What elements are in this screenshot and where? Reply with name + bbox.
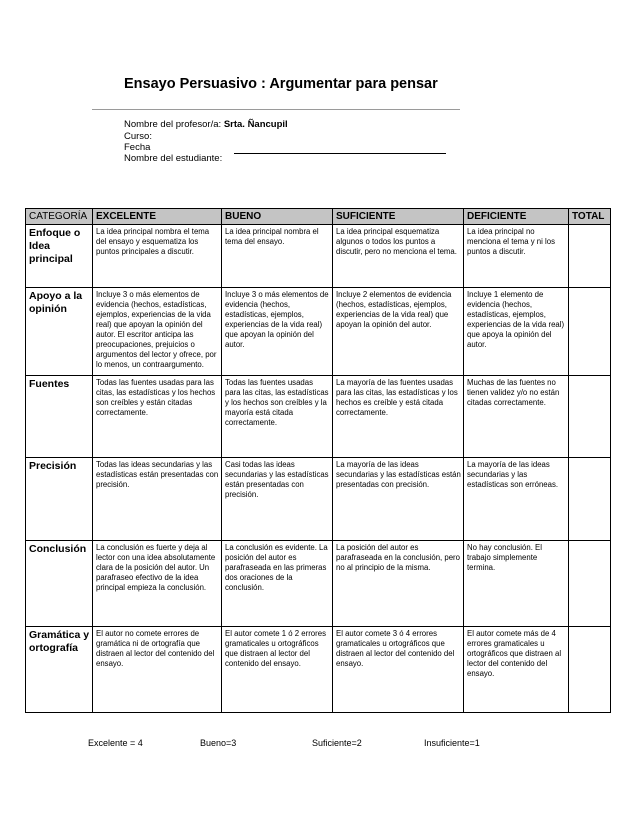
rubric-table: [25, 208, 611, 713]
row-category: Fuentes: [26, 376, 93, 458]
row-category: Conclusión: [26, 541, 93, 627]
cell-bueno: El autor comete 1 ó 2 errores gramaticales u ortográficos que distraen al lector del contenido del ensayo.: [222, 627, 333, 713]
cell-total[interactable]: [569, 627, 611, 713]
cell-total[interactable]: [569, 541, 611, 627]
table-row: [26, 458, 611, 541]
cell-excelente: La conclusión es fuerte y deja al lector con una idea absolutamente clara de la posición del autor. Un parafraseo efectivo de la idea principal empieza la conclusión.: [93, 541, 222, 627]
cell-excelente: La idea principal nombra el tema del ensayo y esquematiza los puntos principales a discutir.: [93, 225, 222, 288]
cell-suficiente: La posición del autor es parafraseada en la conclusión, pero no al principio de la misma.: [333, 541, 464, 627]
document-title: Ensayo Persuasivo : Argumentar para pensar: [124, 76, 438, 92]
cell-bueno: La conclusión es evidente. La posición del autor es parafraseada en las primeras dos oraciones de la conclusión.: [222, 541, 333, 627]
cell-excelente: Todas las ideas secundarias y las estadísticas están presentadas con precisión.: [93, 458, 222, 541]
score-legend-excelente: Excelente = 4: [88, 738, 143, 748]
cell-deficiente: Incluye 1 elemento de evidencia (hechos, estadísticas, ejemplos, experiencias de la vida real) que apoya la opinión del autor.: [464, 288, 569, 376]
row-category: Precisión: [26, 458, 93, 541]
table-row: [26, 541, 611, 627]
col-header-total: TOTAL: [569, 209, 611, 225]
date-label: Fecha: [124, 142, 151, 153]
score-legend-bueno: Bueno=3: [200, 738, 237, 748]
cell-suficiente: El autor comete 3 ó 4 errores gramaticales u ortográficos que distraen al lector del contenido del ensayo.: [333, 627, 464, 713]
cell-bueno: Todas las fuentes usadas para las citas, las estadísticas y los hechos son creíbles y la mayoría está citada correctamente.: [222, 376, 333, 458]
cell-deficiente: La idea principal no menciona el tema y ni los puntos a discutir.: [464, 225, 569, 288]
score-legend-suficiente: Suficiente=2: [312, 738, 362, 748]
cell-deficiente: No hay conclusión. El trabajo simplemente termina.: [464, 541, 569, 627]
col-header-deficiente: DEFICIENTE: [464, 209, 569, 225]
title-divider: [92, 109, 460, 110]
cell-suficiente: La mayoría de las ideas secundarias y las estadísticas están presentadas con precisión.: [333, 458, 464, 541]
student-label: Nombre del estudiante:: [124, 153, 223, 164]
student-name-blank: [234, 153, 446, 154]
table-row: [26, 225, 611, 288]
col-header-bueno: BUENO: [222, 209, 333, 225]
cell-bueno: Casi todas las ideas secundarias y las estadísticas están presentadas con precisión.: [222, 458, 333, 541]
table-row: [26, 376, 611, 458]
col-header-suficiente: SUFICIENTE: [333, 209, 464, 225]
cell-bueno: La idea principal nombra el tema del ensayo.: [222, 225, 333, 288]
cell-deficiente: Muchas de las fuentes no tienen validez y/o no están citadas correctamente.: [464, 376, 569, 458]
cell-bueno: Incluye 3 o más elementos de evidencia (hechos, estadísticas, ejemplos, experiencias de la vida real) que apoyan la opinión del autor.: [222, 288, 333, 376]
header-row: [26, 209, 611, 225]
cell-total[interactable]: [569, 376, 611, 458]
teacher-name: Srta. Ñancupil: [223, 119, 288, 130]
teacher-label: Nombre del profesor/a:: [124, 119, 222, 130]
cell-suficiente: La idea principal esquematiza algunos o todos los puntos a discutir, pero no menciona el tema.: [333, 225, 464, 288]
cell-total[interactable]: [569, 225, 611, 288]
table-row: [26, 288, 611, 376]
cell-deficiente: La mayoría de las ideas secundarias y las estadísticas son erróneas.: [464, 458, 569, 541]
course-label: Curso:: [124, 131, 152, 142]
row-category: Apoyo a la opinión: [26, 288, 93, 376]
cell-suficiente: Incluye 2 elementos de evidencia (hechos, estadísticas, ejemplos, experiencias de la vida real) que apoyan la opinión del autor.: [333, 288, 464, 376]
cell-total[interactable]: [569, 458, 611, 541]
row-category: Gramática y ortografía: [26, 627, 93, 713]
cell-suficiente: La mayoría de las fuentes usadas para las citas, las estadísticas y los hechos es creíble y está citada correctamente.: [333, 376, 464, 458]
cell-deficiente: El autor comete más de 4 errores gramaticales u ortográficos que distraen al lector del contenido del ensayo.: [464, 627, 569, 713]
teacher-line: [124, 119, 288, 131]
table-row: [26, 627, 611, 713]
cell-total[interactable]: [569, 288, 611, 376]
score-legend-insuficiente: Insuficiente=1: [424, 738, 480, 748]
col-header-categoria: CATEGORÍA: [26, 209, 93, 225]
cell-excelente: Todas las fuentes usadas para las citas, las estadísticas y los hechos son creíbles y están citadas correctamente.: [93, 376, 222, 458]
col-header-excelente: EXCELENTE: [93, 209, 222, 225]
row-category: Enfoque o Idea principal: [26, 225, 93, 288]
cell-excelente: El autor no comete errores de gramática ni de ortografía que distraen al lector del contenido del ensayo.: [93, 627, 222, 713]
cell-excelente: Incluye 3 o más elementos de evidencia (hechos, estadísticas, ejemplos, experiencias de la vida real) que apoyan la opinión del autor. El escritor anticipa las preocupaciones, prejuicios o argumentos del lector y ofrece, por lo menos, un contraargumento.: [93, 288, 222, 376]
